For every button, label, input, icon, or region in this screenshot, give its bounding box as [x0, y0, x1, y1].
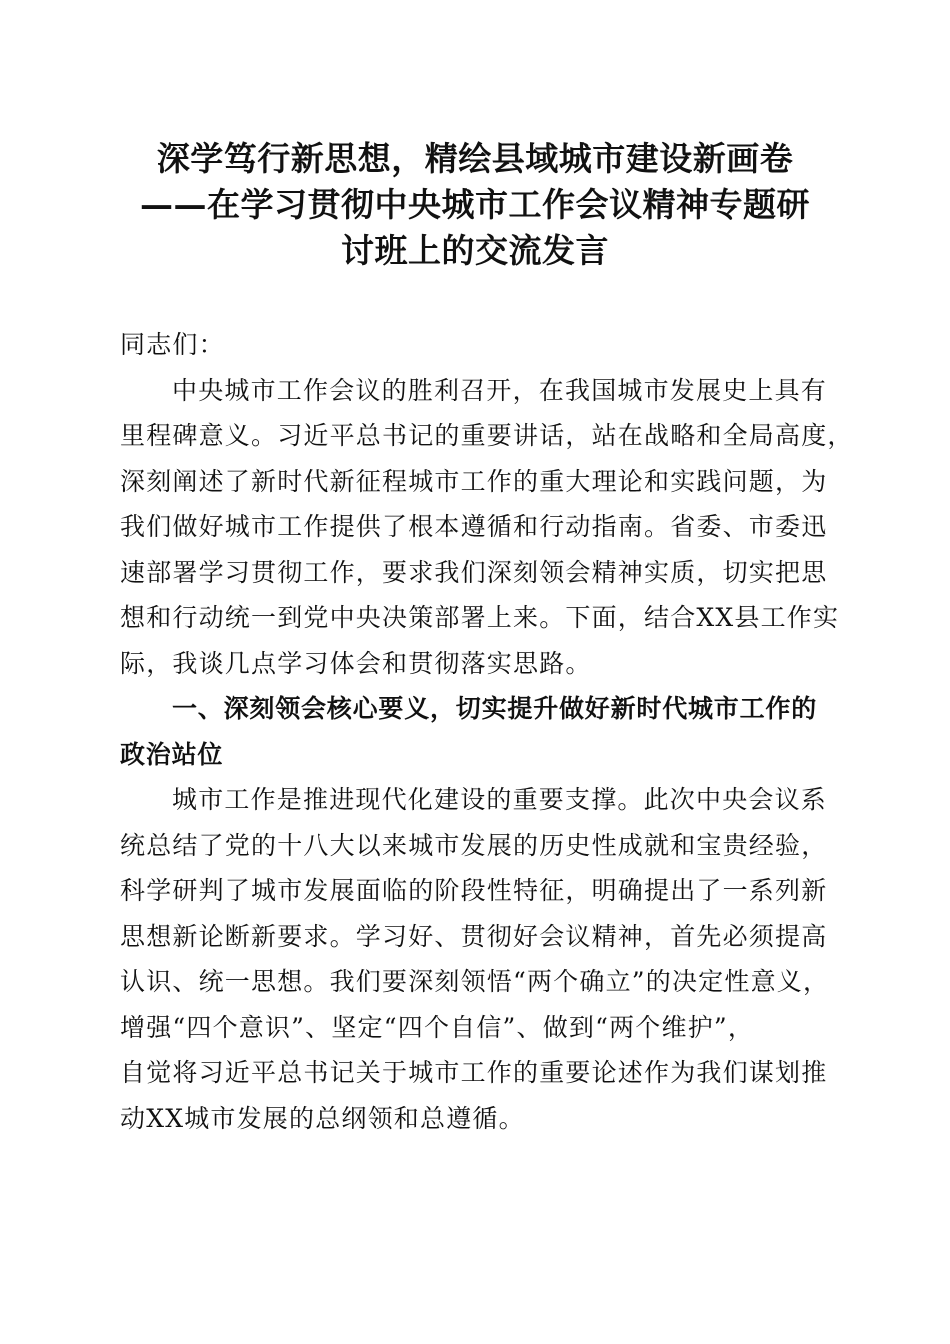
- paragraph-line: 深刻阐述了新时代新征程城市工作的重大理论和实践问题，为: [120, 466, 828, 496]
- paragraph-line: 城市工作是推进现代化建设的重要支撑。此次中央会议系: [172, 785, 828, 814]
- paragraph-line: 思想新论断新要求。学习好、贯彻好会议精神，首先必须提高: [120, 921, 828, 951]
- paragraph-line: 里程碑意义。习近平总书记的重要讲话，站在战略和全局高度，: [120, 421, 854, 450]
- document-body: [120, 322, 854, 1141]
- paragraph-line: 速部署学习贯彻工作，要求我们深刻领会精神实质，切实把思: [120, 557, 828, 587]
- heading-line: 一、深刻领会核心要义，切实提升做好新时代城市工作的: [172, 694, 818, 723]
- paragraph-intro: [120, 368, 854, 687]
- paragraph-line: 科学研判了城市发展面临的阶段性特征，明确提出了一系列新: [120, 876, 828, 905]
- title-line: 讨班上的交流发言: [341, 231, 609, 270]
- heading-line: 政治站位: [120, 739, 224, 769]
- paragraph-line: 动XX城市发展的总纲领和总遵循。: [120, 1103, 525, 1133]
- title-line: 深学笃行新思想，精绘县域城市建设新画卷: [156, 139, 794, 178]
- paragraph-line: 想和行动统一到党中央决策部署上来。下面，结合XX县工作实: [120, 603, 840, 632]
- paragraph-line: 认识、统一思想。我们要深刻领悟“两个确立”的决定性意义，: [120, 967, 830, 996]
- paragraph-section-1: [120, 777, 832, 1141]
- paragraph-line: 自觉将习近平总书记关于城市工作的重要论述作为我们谋划推: [120, 1058, 828, 1087]
- document-title: [100, 136, 850, 274]
- paragraph-line: 际，我谈几点学习体会和贯彻落实思路。: [120, 648, 592, 678]
- paragraph-line: 我们做好城市工作提供了根本遵循和行动指南。省委、市委迅: [120, 512, 828, 541]
- paragraph-line: 中央城市工作会议的胜利召开，在我国城市发展史上具有: [172, 375, 828, 405]
- title-line: ——在学习贯彻中央城市工作会议精神专题研: [140, 185, 810, 224]
- section-heading-1: [120, 686, 832, 777]
- salutation: 同志们：: [120, 330, 225, 359]
- paragraph-line: 增强“四个意识”、坚定“四个自信”、做到“两个维护”，: [120, 1012, 755, 1042]
- paragraph-line: 统总结了党的十八大以来城市发展的历史性成就和宝贵经验，: [120, 830, 828, 860]
